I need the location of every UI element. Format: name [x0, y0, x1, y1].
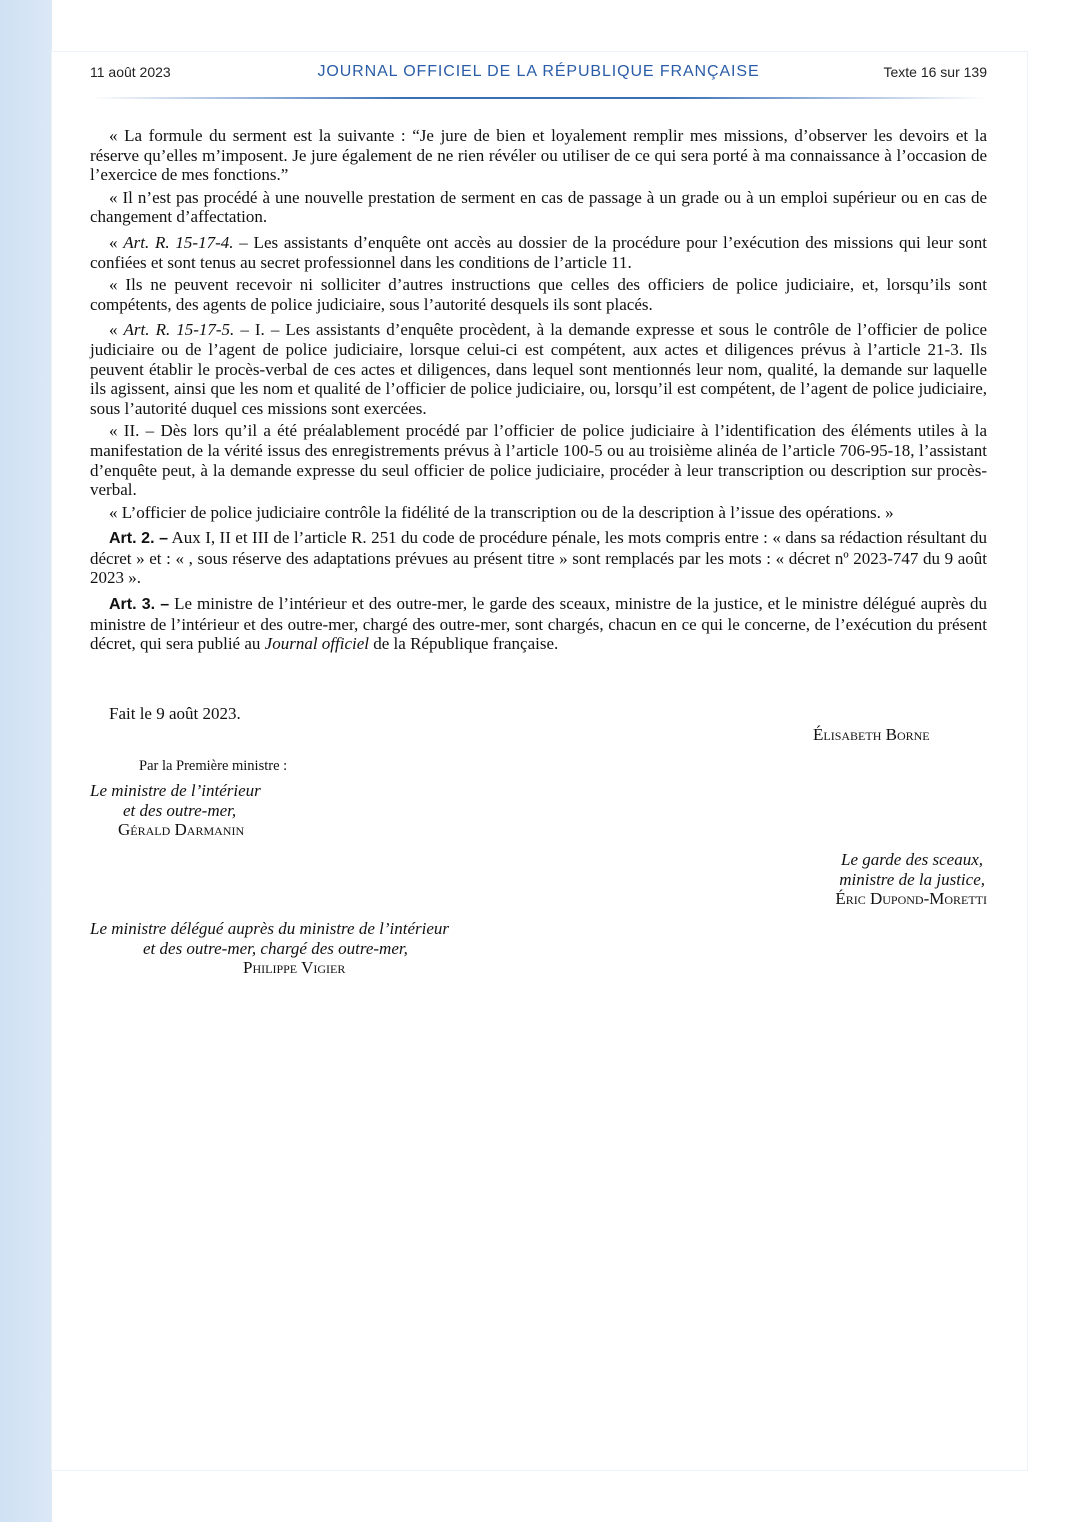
- signature-outre-mer: [90, 919, 520, 978]
- prime-minister-signature: Élisabeth Borne: [813, 725, 930, 744]
- article-3-text: Le ministre de l’intérieur et des outre-mer, le garde des sceaux, ministre de la justice, et le ministre délégué auprès du ministre de l’intérieur et des outre-mer, chargé des outre-mer, sont chargés, chacun en ce qui le concerne, de l’exécution du présent décret, qui sera publié au: [90, 594, 988, 654]
- journal-title: JOURNAL OFFICIEL DE LA RÉPUBLIQUE FRANÇAISE: [317, 63, 760, 80]
- paragraph-article-r15-17-4: [90, 233, 987, 272]
- document-body: [90, 126, 987, 660]
- signature-interieur: [90, 781, 350, 840]
- signatory-title: Le ministre délégué auprès du ministre de l’intérieur: [90, 919, 449, 938]
- article-text: – I. – Les assistants d’enquête procèdent, à la demande expresse et sous le contrôle de l’officier de police judiciaire ou de l’agent de police judiciaire, lorsque celui-ci est compétent, aux actes et diligences prévus à l’article 21-3. Ils peuvent établir le procès-verbal de ces actes et diligences, dans lequel sont mentionnés leur nom, qualité, la demande sur laquelle ils agissent, ainsi que les nom et qualité de l’officier de police judiciaire, ou, lorsqu’il est compétent, de l’agent de police judiciaire, sous l’autorité duquel ces missions sont exercées.: [90, 320, 987, 418]
- journal-officiel-ref: Journal officiel: [264, 634, 369, 654]
- page-header: [90, 64, 987, 84]
- paragraph-instructions: « Ils ne peuvent recevoir ni solliciter d’autres instructions que celles des officiers de police judiciaire, et, lorsqu’ils sont compétents, des agents de police judiciaire, sous l’autorité desquels ils sont placés.: [90, 275, 987, 314]
- article-2-text: Aux I, II et III de l’article R. 251 du code de procédure pénale, les mots compris entre : « dans sa rédaction résultant du décret » et : « , sous réserve des adaptations prévues au présent titre » sont remplacés par les mots : « décret nº 2023-747 du 9 août 2023 ».: [90, 528, 988, 588]
- header-divider: [90, 97, 987, 99]
- article-2-label: Art. 2. –: [109, 530, 169, 548]
- paragraph-transcription: « II. – Dès lors qu’il a été préalablement procédé par l’officier de police judiciaire à l’identification des éléments utiles à la manifestation de la vérité issus des enregistrements prévus à l’article 100-5 ou au troisième alinéa de l’article 706-95-18, l’assistant d’enquête peut, à la demande expresse du seul officier de police judiciaire, procéder à leur transcription ou description sur procès-verbal.: [90, 421, 987, 500]
- paragraph-no-new-oath: « Il n’est pas procédé à une nouvelle prestation de serment en cas de passage à un grade ou à un emploi supérieur ou en cas de changement d’affectation.: [90, 187, 987, 227]
- date-of-signature: Fait le 9 août 2023.: [109, 704, 241, 723]
- quote-mark: «: [109, 232, 124, 252]
- signatory-title: et des outre-mer, chargé des outre-mer,: [143, 938, 408, 958]
- paragraph-oath-formula: « La formule du serment est la suivante : “Je jure de bien et loyalement remplir mes missions, d’observer les devoirs et la réserve qu’elles m’imposent. Je jure également de ne rien révéler ou utiliser de ce qui sera porté à ma connaissance à l’occasion de l’exercice de mes fonctions.”: [90, 126, 987, 185]
- signatory-name: Gérald Darmanin: [118, 820, 245, 840]
- paragraph-article-3: [90, 594, 987, 654]
- article-3-end: de la République française.: [369, 634, 559, 654]
- signatory-name: Philippe Vigier: [243, 958, 346, 978]
- paragraph-article-r15-17-5: [90, 320, 987, 418]
- signature-justice: [700, 850, 987, 909]
- signatory-title: et des outre-mer,: [123, 800, 237, 820]
- article-text: – Les assistants d’enquête ont accès au dossier de la procédure pour l’exécution des missions qui leur sont confiées et sont tenus au secret professionnel dans les conditions de l’article 11.: [90, 232, 988, 272]
- par-la-premiere-ministre: Par la Première ministre :: [139, 758, 288, 774]
- signatory-title: ministre de la justice,: [839, 869, 985, 889]
- signatory-name: Éric Dupond-Moretti: [835, 889, 987, 909]
- signatory-title: Le ministre de l’intérieur: [90, 781, 261, 800]
- article-reference: Art. R. 15-17-4.: [123, 232, 234, 252]
- article-reference: Art. R. 15-17-5.: [123, 320, 235, 340]
- publication-date: 11 août 2023: [90, 64, 171, 80]
- text-number: Texte 16 sur 139: [883, 64, 987, 80]
- signatory-title: Le garde des sceaux,: [841, 850, 983, 869]
- quote-mark: «: [109, 320, 124, 340]
- article-3-label: Art. 3. –: [109, 596, 170, 614]
- paragraph-control: « L’officier de police judiciaire contrôle la fidélité de la transcription ou de la description à l’issue des opérations. »: [109, 502, 894, 522]
- paragraph-article-2: [90, 528, 987, 588]
